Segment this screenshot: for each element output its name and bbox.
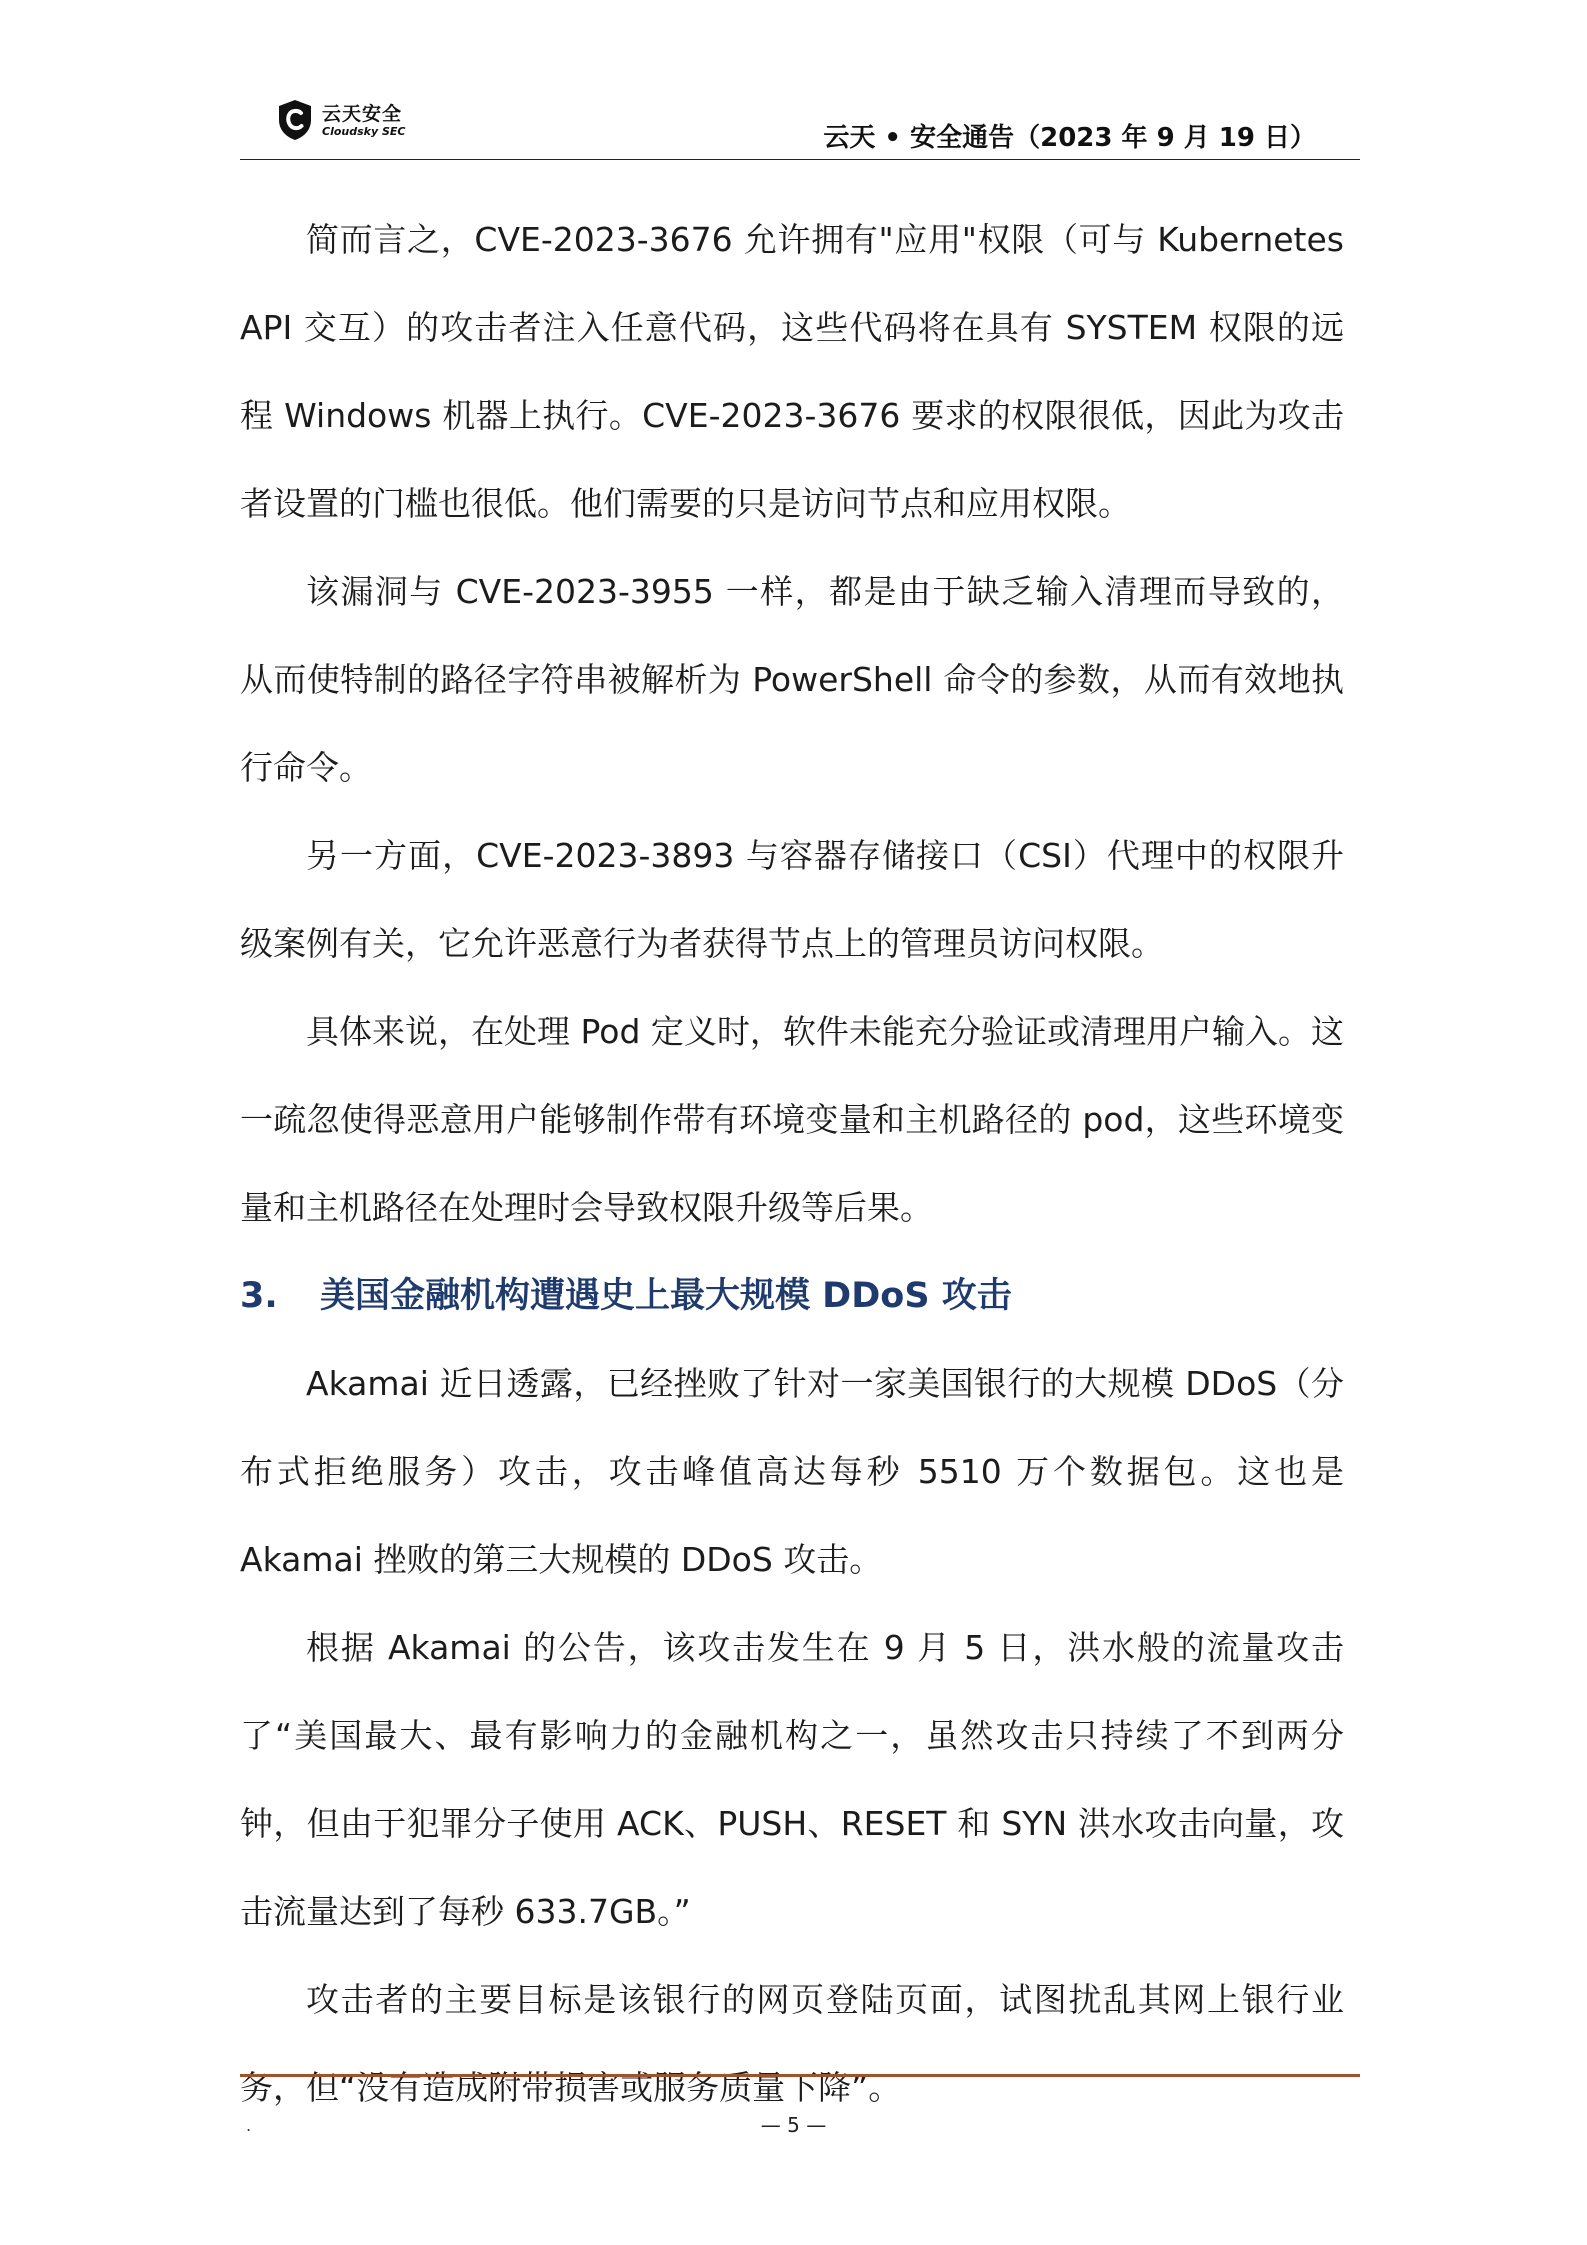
- shield-logo-icon: [276, 98, 314, 142]
- header-divider: [240, 159, 1360, 160]
- page-header: [240, 90, 1360, 160]
- footer-dot: .: [246, 2116, 252, 2135]
- paragraph-attack-target: 攻击者的主要目标是该银行的网页登陆页面，试图扰乱其网上银行业务，但“没有造成附带损害或服务质量下降”。: [240, 1980, 1344, 2107]
- document-body: [240, 196, 1344, 2132]
- paragraph-akamai-announcement: 根据 Akamai 的公告，该攻击发生在 9 月 5 日，洪水般的流量攻击了“美国最大、最有影响力的金融机构之一，虽然攻击只持续了不到两分钟，但由于犯罪分子使用 ACK、PUSH、RESET 和 SYN 洪水攻击向量，攻击流量达到了每秒 633.7GB。”: [240, 1628, 1344, 1931]
- paragraph-pod-definition: 具体来说，在处理 Pod 定义时，软件未能充分验证或清理用户输入。这一疏忽使得恶意用户能够制作带有环境变量和主机路径的 pod，这些环境变量和主机路径在处理时会导致权限升级等后果。: [240, 1012, 1344, 1227]
- section-title: 美国金融机构遭遇史上最大规模 DDoS 攻击: [320, 1276, 1012, 1316]
- bulletin-title: 云天 • 安全通告（2023 年 9 月 19 日）: [823, 123, 1316, 153]
- section-number: 3.: [240, 1276, 278, 1316]
- footer-divider: [240, 2074, 1360, 2077]
- paragraph-akamai-intro: Akamai 近日透露，已经挫败了针对一家美国银行的大规模 DDoS（分布式拒绝服务）攻击，攻击峰值高达每秒 5510 万个数据包。这也是 Akamai 挫败的第三大规模的 DDoS 攻击。: [240, 1364, 1344, 1579]
- paragraph-cve-3893: 另一方面，CVE-2023-3893 与容器存储接口（CSI）代理中的权限升级案例有关，它允许恶意行为者获得节点上的管理员访问权限。: [240, 836, 1344, 963]
- logo-chinese-name: 云天安全: [322, 103, 403, 125]
- page-number: — 5 —: [760, 2113, 827, 2137]
- company-logo: [276, 98, 426, 144]
- paragraph-cve-3676-summary: 简而言之，CVE-2023-3676 允许拥有"应用"权限（可与 Kubernetes API 交互）的攻击者注入任意代码，这些代码将在具有 SYSTEM 权限的远程 Windows 机器上执行。CVE-2023-3676 要求的权限很低，因此为攻击者设置的门槛也很低。他们需要的只是访问节点和应用权限。: [240, 220, 1344, 523]
- section-heading: [240, 1252, 1344, 1340]
- paragraph-cve-3955: 该漏洞与 CVE-2023-3955 一样，都是由于缺乏输入清理而导致的，从而使特制的路径字符串被解析为 PowerShell 命令的参数，从而有效地执行命令。: [240, 572, 1344, 787]
- logo-english-name: Cloudsky SEC: [322, 125, 406, 138]
